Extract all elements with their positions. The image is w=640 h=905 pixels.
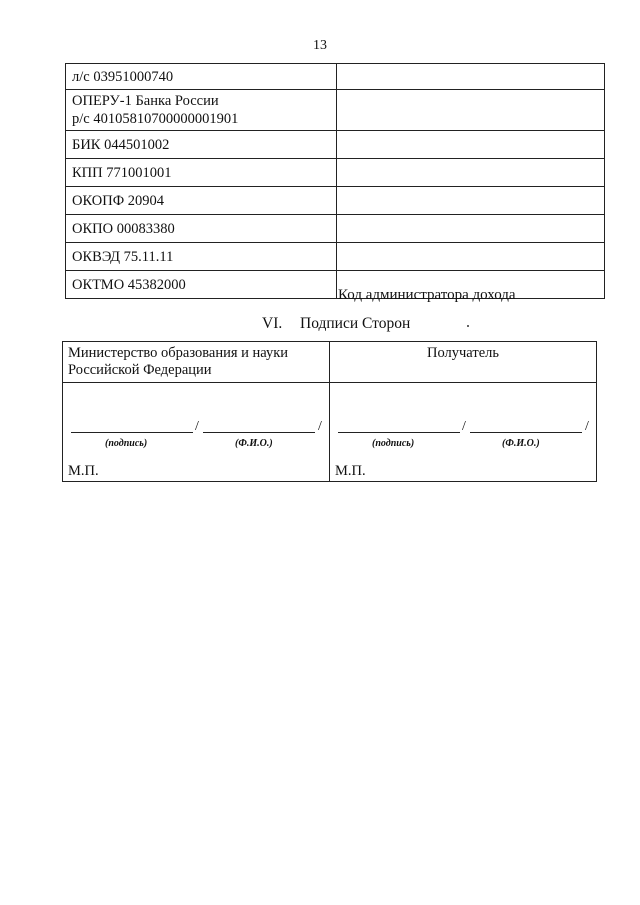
caption-full-name: (Ф.И.О.) <box>235 438 273 449</box>
separator: / <box>462 419 466 434</box>
stamp-place: М.П. <box>68 463 99 479</box>
party-left-header <box>63 342 330 383</box>
okved: ОКВЭД 75.11.11 <box>66 243 337 271</box>
signature-blank <box>338 431 460 433</box>
name-blank <box>203 431 315 433</box>
account-number: л/с 03951000740 <box>66 64 337 90</box>
signatures-table <box>62 341 597 482</box>
empty-cell <box>337 90 605 131</box>
admin-code-line <box>338 285 582 304</box>
okpo: ОКПО 00083380 <box>66 215 337 243</box>
bank-name-cell <box>66 90 337 131</box>
section-title: Подписи Сторон <box>300 315 411 332</box>
page-number: 13 <box>313 38 327 53</box>
party-left-line2: Российской Федерации <box>68 362 212 378</box>
empty-cell <box>337 159 605 187</box>
admin-code-blank <box>516 285 582 299</box>
signature-blank <box>71 431 193 433</box>
table-row <box>66 131 605 159</box>
separator: / <box>585 419 589 434</box>
table-row <box>63 383 597 482</box>
table-row <box>66 159 605 187</box>
table-row <box>63 342 597 383</box>
signature-line-right <box>338 419 588 433</box>
bik: БИК 044501002 <box>66 131 337 159</box>
empty-cell <box>337 215 605 243</box>
table-row <box>66 64 605 90</box>
signature-block-left <box>63 383 330 482</box>
scan-speck <box>467 325 469 327</box>
section-heading <box>262 315 410 333</box>
okopf: ОКОПФ 20904 <box>66 187 337 215</box>
party-left-name <box>63 342 329 382</box>
empty-cell <box>337 64 605 90</box>
party-right-header <box>330 342 597 383</box>
settlement-account: р/с 40105810700000001901 <box>72 111 239 127</box>
separator: / <box>318 419 322 434</box>
kpp: КПП 771001001 <box>66 159 337 187</box>
party-right-name: Получатель <box>427 345 499 361</box>
caption-signature: (подпись) <box>372 438 415 449</box>
name-blank <box>470 431 582 433</box>
table-row <box>66 90 605 131</box>
bank-name: ОПЕРУ-1 Банка России <box>72 93 219 109</box>
separator: / <box>195 419 199 434</box>
section-number: VI. <box>262 315 283 332</box>
admin-code-label: Код администратора дохода <box>338 287 516 303</box>
party-left-line1: Министерство образования и науки <box>68 345 289 361</box>
table-row <box>66 215 605 243</box>
table-row <box>66 243 605 271</box>
bank-details-table <box>65 63 605 299</box>
signature-block-right <box>330 383 597 482</box>
stamp-place: М.П. <box>335 463 366 479</box>
caption-full-name: (Ф.И.О.) <box>502 438 540 449</box>
oktmo: ОКТМО 45382000 <box>66 271 337 299</box>
empty-cell <box>337 131 605 159</box>
caption-signature: (подпись) <box>105 438 148 449</box>
table-row <box>66 187 605 215</box>
signature-line-left <box>71 419 321 433</box>
empty-cell <box>337 187 605 215</box>
empty-cell <box>337 243 605 271</box>
